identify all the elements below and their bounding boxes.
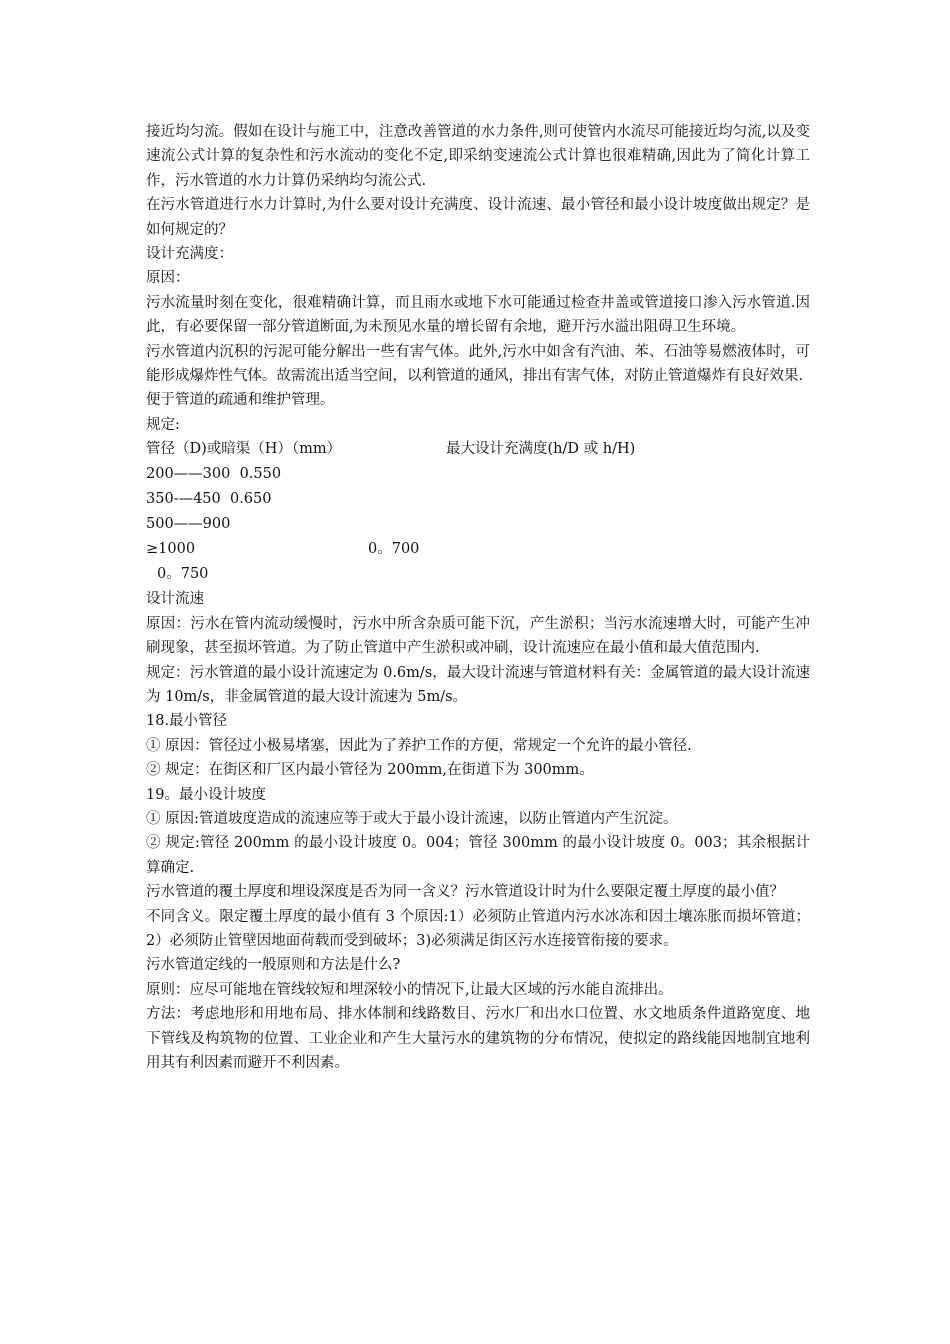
table-row bbox=[146, 487, 810, 512]
paragraph-reason-gas: 污水管道内沉积的污泥可能分解出一些有害气体。此外,污水中如含有汽油、苯、石油等易燃液体时，可能形成爆炸性气体。故需流出适当空间，以利管道的通风，排出有害气体，对防止管道爆炸有良好效果. bbox=[146, 343, 810, 385]
label-regulation: 规定: bbox=[146, 416, 180, 433]
label-reason: 原因： bbox=[146, 270, 190, 287]
paragraph-min-slope-reason: ① 原因:管道坡度造成的流速应等于或大于最小设计流速，以防止管道内产生沉淀。 bbox=[146, 810, 678, 827]
heading-min-slope: 19。最小设计坡度 bbox=[146, 786, 266, 803]
paragraph-min-slope-regulation: ② 规定:管径 200mm 的最小设计坡度 0。004；管径 300mm 的最小设计坡度 0。003；其余根据计算确定. bbox=[146, 835, 810, 876]
paragraph-reason-flow: 污水流量时刻在变化，很难精确计算，而且雨水或地下水可能通过检查井盖或管道接口渗入污水管道.因此，有必要保留一部分管道断面,为未预见水量的增长留有余地，避开污水溢出阻碍卫生环境。 bbox=[146, 294, 810, 336]
table-row bbox=[146, 562, 810, 587]
heading-fill-ratio: 设计充满度： bbox=[146, 246, 233, 263]
paragraph-question-routing: 污水管道定线的一般原则和方法是什么? bbox=[146, 957, 401, 974]
table-row bbox=[146, 537, 810, 562]
paragraph-reason-maintenance: 便于管道的疏通和维护管理。 bbox=[146, 392, 335, 409]
table-row bbox=[146, 462, 810, 487]
paragraph-min-diameter-regulation: ② 规定：在街区和厂区内最小管径为 200mm,在街道下为 300mm。 bbox=[146, 762, 594, 779]
paragraph-routing-principle: 原则：应尽可能地在管线较短和埋深较小的情况下,让最大区域的污水能自流排出。 bbox=[146, 981, 673, 998]
table-row bbox=[146, 512, 810, 537]
paragraph-routing-method: 方法：考虑地形和用地布局、排水体制和线路数目、污水厂和出水口位置、水文地质条件道路宽度、地下管线及构筑物的位置、工业企业和产生大量污水的建筑物的分布情况，使拟定的路线能因地制宜地利用其有利因素而避开不利因素。 bbox=[146, 1006, 810, 1071]
document-body bbox=[146, 120, 810, 1075]
table-header-diameter: 管径（D)或暗渠（H）（mm） bbox=[146, 441, 342, 458]
table-header bbox=[146, 437, 810, 462]
paragraph-question-specs: 在污水管道进行水力计算时,为什么要对设计充满度、设计流速、最小管径和最小设计坡度做出规定？是如何规定的？ bbox=[146, 197, 810, 238]
paragraph-answer-cover-depth: 不同含义。限定覆土厚度的最小值有 3 个原因:1）必须防止管道内污水冰冻和因土壤冻胀而损坏管道；2）必须防止管壁因地面荷载而受到破坏；3)必须满足街区污水连接管衔接的要求。 bbox=[146, 908, 810, 949]
table-cell: 0。750 bbox=[157, 566, 209, 583]
heading-design-velocity: 设计流速 bbox=[146, 591, 204, 608]
paragraph-min-diameter-reason: ① 原因：管径过小极易堵塞，因此为了养护工作的方便，常规定一个允许的最小管径. bbox=[146, 737, 692, 754]
table-cell: 200——300 0.550 bbox=[146, 466, 282, 483]
table-cell: 500——900 bbox=[146, 516, 231, 533]
table-cell: 350-—450 0.650 bbox=[146, 491, 272, 508]
table-cell: 0。700 bbox=[368, 541, 420, 558]
paragraph-question-cover-depth: 污水管道的覆土厚度和埋设深度是否为同一含义？污水管道设计时为什么要限定覆土厚度的最小值？ bbox=[146, 884, 784, 901]
table-cell: ≥1000 bbox=[146, 541, 196, 558]
paragraph-velocity-reason: 原因：污水在管内流动缓慢时，污水中所含杂质可能下沉，产生淤积；当污水流速增大时，可能产生冲刷现象，甚至损坏管道。为了防止管道中产生淤积或冲刷，设计流速应在最小值和最大值范围内. bbox=[146, 615, 810, 657]
heading-min-diameter: 18.最小管径 bbox=[146, 713, 228, 730]
table-header-fill-ratio: 最大设计充满度(h/D 或 h/H) bbox=[446, 441, 636, 458]
paragraph-velocity-regulation: 规定：污水管道的最小设计流速定为 0.6m/s，最大设计流速与管道材料有关：金属管道的最大设计流速为 10m/s，非金属管道的最大设计流速为 5m/s。 bbox=[146, 664, 810, 705]
paragraph-hydraulic-intro: 接近均匀流。假如在设计与施工中，注意改善管道的水力条件,则可使管内水流尽可能接近均匀流,以及变速流公式计算的复杂性和污水流动的变化不定,即采纳变速流公式计算也很难精确,因此为了简化计算工作，污水管道的水力计算仍采纳均匀流公式. bbox=[146, 124, 810, 189]
